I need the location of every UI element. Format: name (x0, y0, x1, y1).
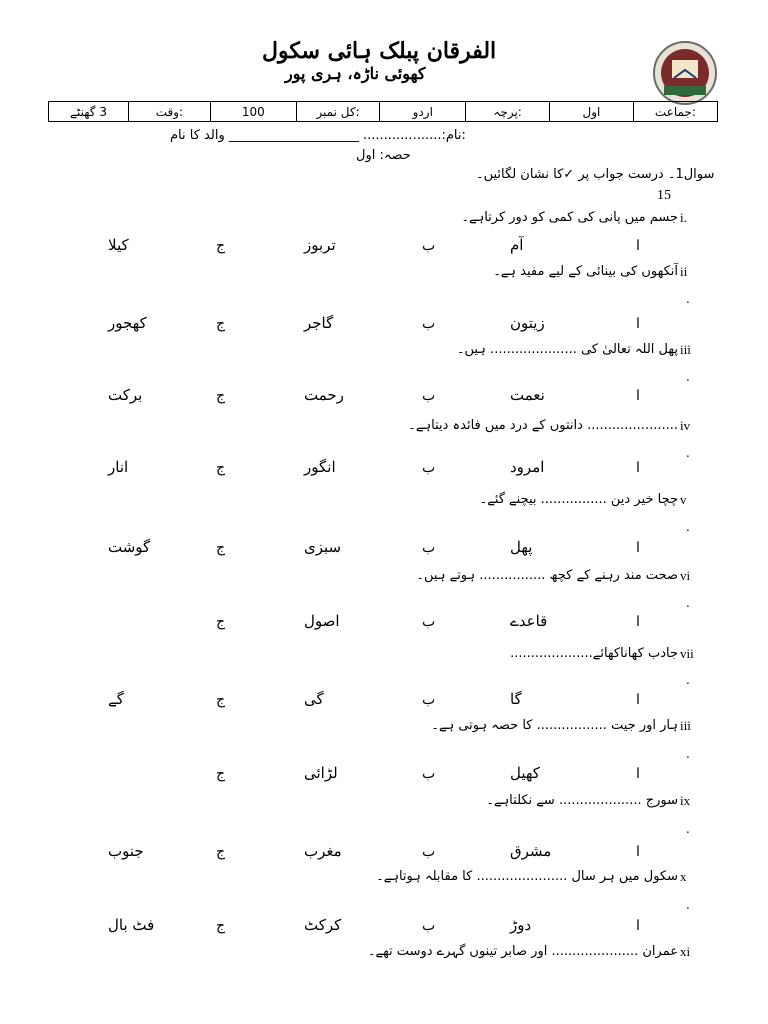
option-letter-a: ا (636, 844, 640, 860)
option-c[interactable]: جنوب (108, 842, 144, 860)
info-total-marks: 100 (210, 102, 296, 122)
option-b[interactable]: مغرب (304, 842, 342, 860)
separator-dot: . (686, 822, 690, 836)
option-b[interactable]: لڑائی (304, 764, 338, 782)
option-letter-c: ج (216, 918, 226, 934)
option-c[interactable]: گوشت (108, 538, 151, 556)
option-letter-c: ج (216, 540, 226, 556)
info-class-label: :جماعت (633, 102, 717, 122)
section-label: حصہ: اول (356, 148, 411, 163)
question-text: جسم میں پانی کی کمی کو دور کرتاہے۔ (461, 210, 678, 225)
option-c[interactable]: برکت (108, 386, 143, 404)
student-name-line: :نام:................... ____________________ والد کا نام (170, 128, 466, 143)
option-b[interactable]: سبزی (304, 538, 342, 556)
school-logo (652, 40, 718, 106)
question-text: آنکھوں کی بینائی کے لیے مفید ہے۔ (493, 264, 678, 279)
option-letter-b: ب (422, 388, 436, 404)
option-letter-c: ج (216, 692, 226, 708)
separator-dot: . (686, 596, 690, 610)
separator-dot: . (686, 292, 690, 306)
option-letter-b: ب (422, 614, 436, 630)
exam-info-table (48, 101, 718, 122)
option-letter-a: ا (636, 692, 640, 708)
option-letter-b: ب (422, 540, 436, 556)
school-name: الفرقان پبلک ہائی سکول (262, 38, 497, 64)
info-duration: 3 گھنٹے (49, 102, 129, 122)
option-letter-a: ا (636, 238, 640, 254)
info-class: اول (550, 102, 634, 122)
question-text: جادب کھاناکھائے.................... (510, 646, 678, 661)
option-b[interactable]: گی (304, 690, 324, 708)
info-total-marks-label: :کل نمبر (296, 102, 380, 122)
option-letter-a: ا (636, 766, 640, 782)
question-number: iv (680, 418, 691, 433)
question-text: سورج .................... سے نکلتاہے۔ (486, 793, 678, 808)
question-number: x (680, 869, 687, 884)
option-letter-a: ا (636, 460, 640, 476)
question-marks: 15 (657, 188, 671, 203)
option-letter-a: ا (636, 388, 640, 404)
question-number: i. (680, 210, 687, 225)
option-b[interactable]: کرکٹ (304, 916, 342, 934)
option-letter-a: ا (636, 540, 640, 556)
question-number: iii (680, 718, 691, 733)
option-a[interactable]: گا (510, 690, 522, 708)
question-number: ix (680, 793, 691, 808)
option-c[interactable]: کھجور (108, 314, 147, 332)
option-letter-c: ج (216, 614, 226, 630)
option-a[interactable]: نعمت (510, 386, 545, 404)
question-text: پھل اللہ تعالیٰ کی ..................... ہیں۔ (456, 342, 678, 357)
option-a[interactable]: قاعدے (510, 612, 548, 630)
option-b[interactable]: رحمت (304, 386, 344, 404)
question-heading: سوال1۔ درست جواب پر ✓کا نشان لگائیں۔ (476, 167, 715, 182)
option-letter-b: ب (422, 918, 436, 934)
question-number: vii (680, 646, 694, 661)
option-letter-c: ج (216, 238, 226, 254)
option-letter-b: ب (422, 692, 436, 708)
option-letter-c: ج (216, 844, 226, 860)
question-number: xi (680, 944, 691, 959)
option-letter-a: ا (636, 614, 640, 630)
question-number: vi (680, 568, 691, 583)
question-text: ہار اور جیت ................. کا حصہ ہوتی ہے۔ (431, 718, 678, 733)
school-address: کھوئی ناڑہ، ہری پور (285, 64, 426, 83)
separator-dot: . (686, 673, 690, 687)
option-a[interactable]: امرود (510, 458, 545, 476)
option-b[interactable]: گاجر (304, 314, 334, 332)
question-text: ...................... دانتوں کے درد میں فائدہ دیتاہے۔ (408, 418, 678, 433)
option-letter-c: ج (216, 316, 226, 332)
separator-dot: . (686, 898, 690, 912)
option-letter-b: ب (422, 238, 436, 254)
option-a[interactable]: دوڑ (510, 916, 532, 934)
option-b[interactable]: تربوز (304, 236, 336, 254)
option-c[interactable]: انار (108, 458, 129, 476)
option-letter-b: ب (422, 316, 436, 332)
question-text: صحت مند رہنے کے کچھ ................ ہوتے ہیں۔ (416, 568, 678, 583)
question-text: چچا خیر دین ................ بیچنے گئے۔ (479, 492, 678, 507)
separator-dot: . (686, 747, 690, 761)
option-a[interactable]: زیتون (510, 314, 545, 332)
option-a[interactable]: مشرق (510, 842, 552, 860)
option-letter-a: ا (636, 918, 640, 934)
question-number: iii (680, 342, 691, 357)
option-a[interactable]: کھیل (510, 764, 540, 782)
info-paper-label: :پرچہ (466, 102, 550, 122)
info-subject: اردو (380, 102, 466, 122)
option-a[interactable]: آم (510, 236, 524, 254)
info-time-label: :وقت (128, 102, 210, 122)
option-b[interactable]: اصول (304, 612, 340, 630)
option-letter-c: ج (216, 388, 226, 404)
option-c[interactable]: فٹ بال (108, 916, 155, 934)
option-letter-b: ب (422, 844, 436, 860)
option-letter-c: ج (216, 766, 226, 782)
option-c[interactable]: گے (108, 690, 124, 708)
separator-dot: . (686, 370, 690, 384)
option-letter-c: ج (216, 460, 226, 476)
question-number: ii (680, 264, 688, 279)
option-a[interactable]: پھل (510, 538, 533, 556)
option-letter-b: ب (422, 460, 436, 476)
separator-dot: . (686, 446, 690, 460)
question-number: v (680, 492, 687, 507)
option-letter-b: ب (422, 766, 436, 782)
option-letter-a: ا (636, 316, 640, 332)
separator-dot: . (686, 520, 690, 534)
question-text: عمران ..................... اور صابر تینوں گہرے دوست تھے۔ (367, 944, 678, 959)
option-c[interactable]: کیلا (108, 236, 129, 254)
question-text: سکول میں ہر سال ...................... کا مقابلہ ہوتاہے۔ (376, 869, 678, 884)
option-b[interactable]: انگور (304, 458, 336, 476)
